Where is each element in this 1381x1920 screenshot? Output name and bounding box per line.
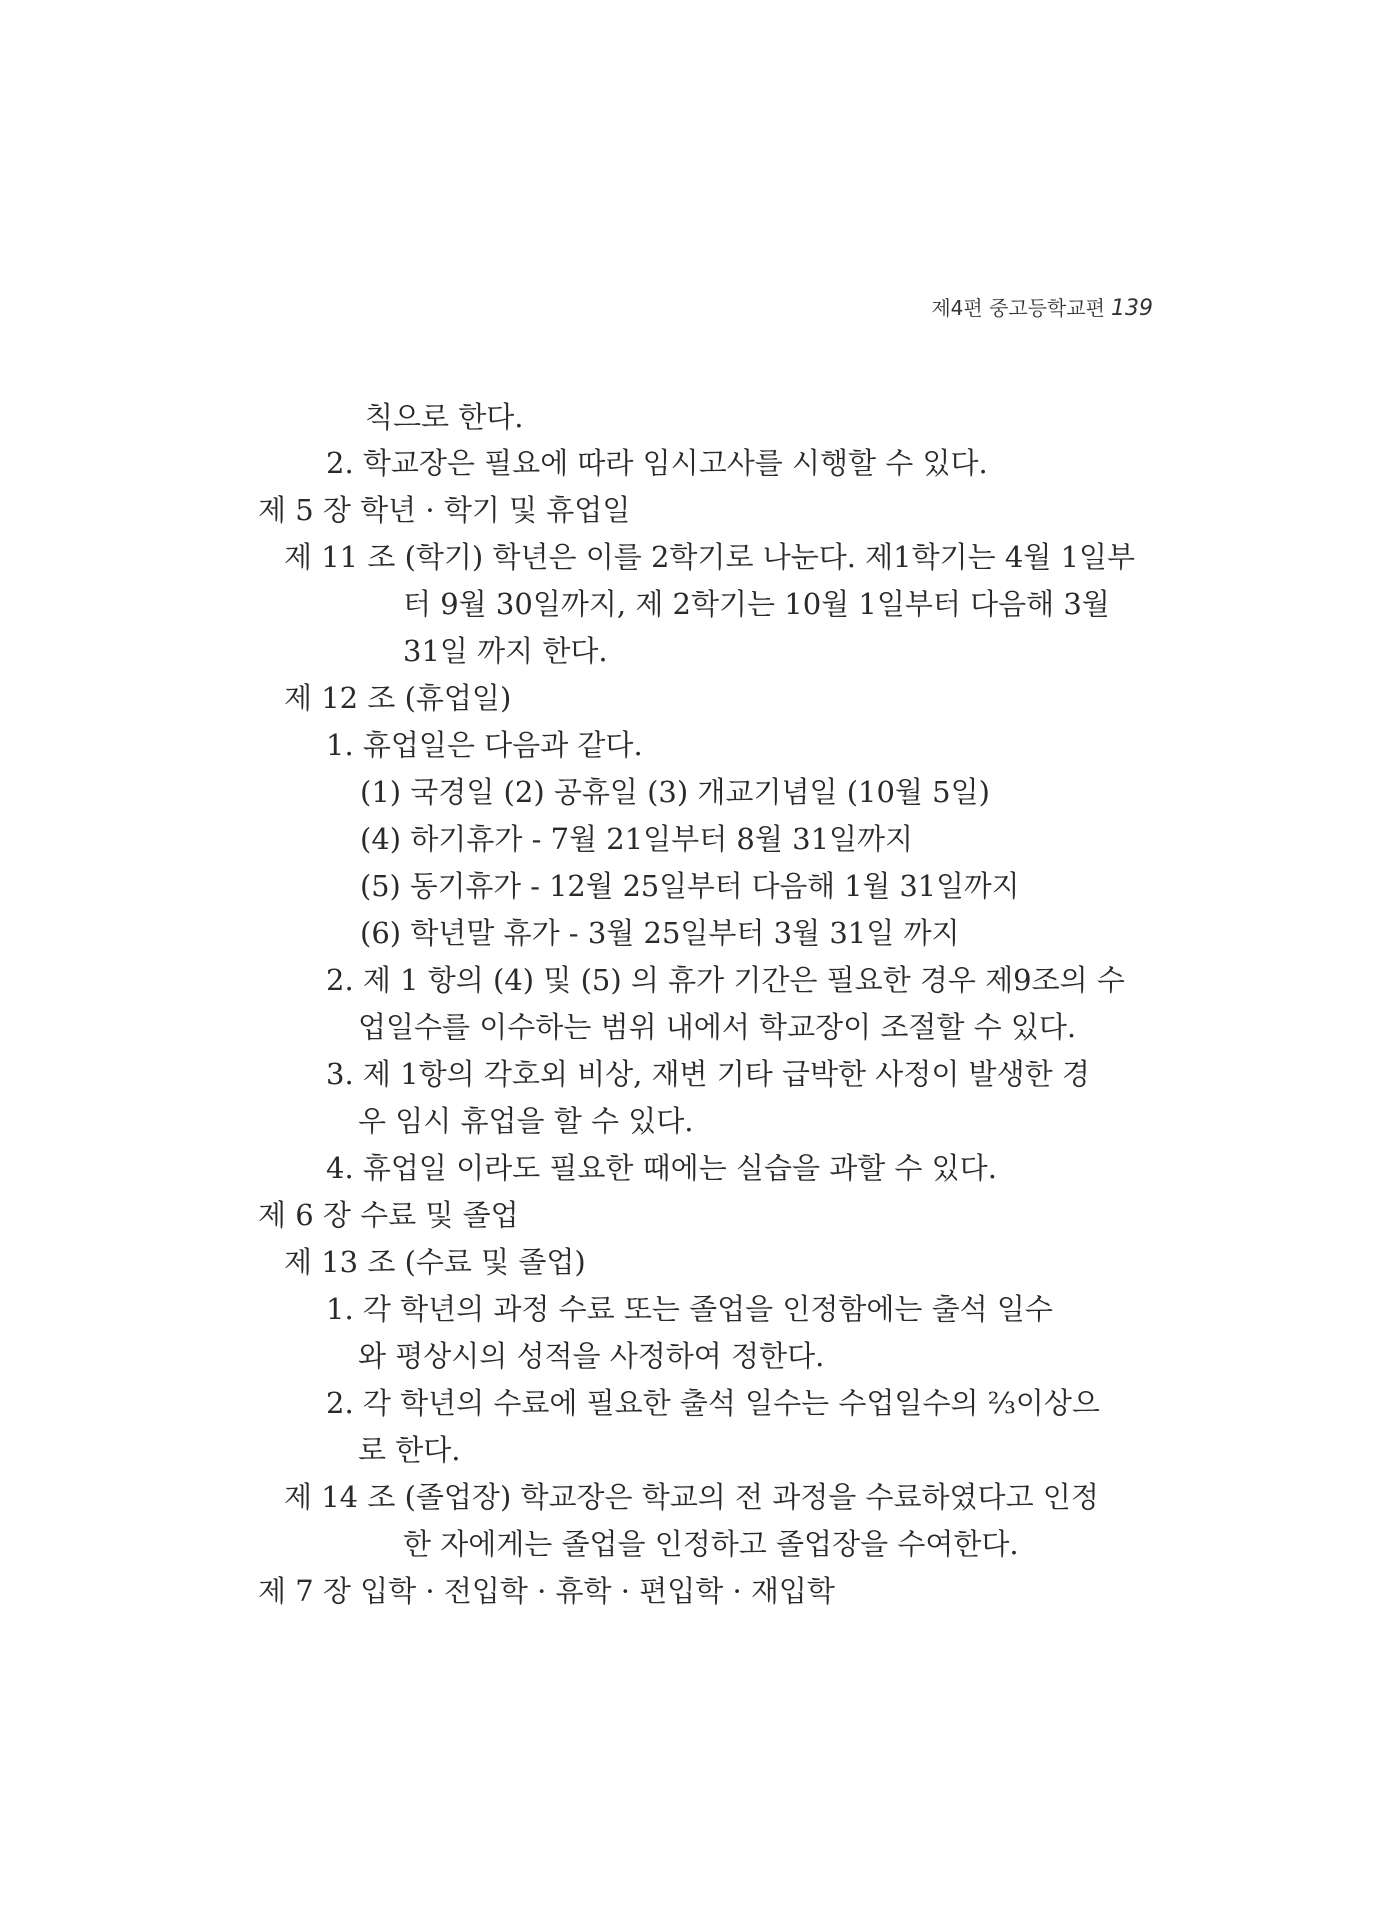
- text-line: 2. 각 학년의 수료에 필요한 출석 일수는 수업일수의 ⅔이상으: [326, 1386, 1100, 1420]
- text-line: 1. 각 학년의 과정 수료 또는 졸업을 인정함에는 출석 일수: [326, 1292, 1053, 1326]
- text-line: 한 자에게는 졸업을 인정하고 졸업장을 수여한다.: [403, 1527, 1019, 1561]
- article-line: 제 13 조 (수료 및 졸업): [284, 1245, 586, 1279]
- article-line: 제 11 조 (학기) 학년은 이를 2학기로 나눈다. 제1학기는 4월 1일부: [284, 540, 1136, 574]
- page-number: 139: [1111, 296, 1153, 321]
- text-line: 칙으로 한다.: [365, 400, 524, 434]
- text-line: (1) 국경일 (2) 공휴일 (3) 개교기념일 (10월 5일): [360, 775, 990, 809]
- text-line: 4. 휴업일 이라도 필요한 때에는 실습을 과할 수 있다.: [326, 1151, 997, 1185]
- text-line: 1. 휴업일은 다음과 같다.: [326, 728, 643, 762]
- text-line: 우 임시 휴업을 할 수 있다.: [358, 1104, 694, 1138]
- text-line: 와 평상시의 성적을 사정하여 정한다.: [358, 1339, 825, 1373]
- text-line: (4) 하기휴가 - 7월 21일부터 8월 31일까지: [360, 822, 914, 856]
- article-line: 제 12 조 (휴업일): [284, 681, 512, 715]
- chapter-heading: 제 5 장 학년 · 학기 및 휴업일: [258, 493, 631, 527]
- text-line: 터 9월 30일까지, 제 2학기는 10월 1일부터 다음해 3월: [403, 587, 1110, 621]
- text-line: (6) 학년말 휴가 - 3월 25일부터 3월 31일 까지: [360, 916, 960, 950]
- text-line: 로 한다.: [358, 1433, 461, 1467]
- chapter-heading: 제 6 장 수료 및 졸업: [258, 1198, 519, 1232]
- text-line: 2. 학교장은 필요에 따라 임시고사를 시행할 수 있다.: [326, 446, 988, 480]
- text-line: (5) 동기휴가 - 12월 25일부터 다음해 1월 31일까지: [360, 869, 1020, 903]
- running-header: [931, 292, 1153, 321]
- text-line: 2. 제 1 항의 (4) 및 (5) 의 휴가 기간은 필요한 경우 제9조의 수: [326, 963, 1125, 997]
- text-line: 31일 까지 한다.: [403, 634, 608, 668]
- text-line: 3. 제 1항의 각호외 비상, 재변 기타 급박한 사정이 발생한 경: [326, 1057, 1090, 1091]
- chapter-heading: 제 7 장 입학 · 전입학 · 휴학 · 편입학 · 재입학: [258, 1574, 835, 1608]
- text-line: 업일수를 이수하는 범위 내에서 학교장이 조절할 수 있다.: [358, 1010, 1077, 1044]
- article-line: 제 14 조 (졸업장) 학교장은 학교의 전 과정을 수료하였다고 인정: [284, 1480, 1099, 1514]
- section-title: 제4편 중고등학교편: [931, 296, 1105, 320]
